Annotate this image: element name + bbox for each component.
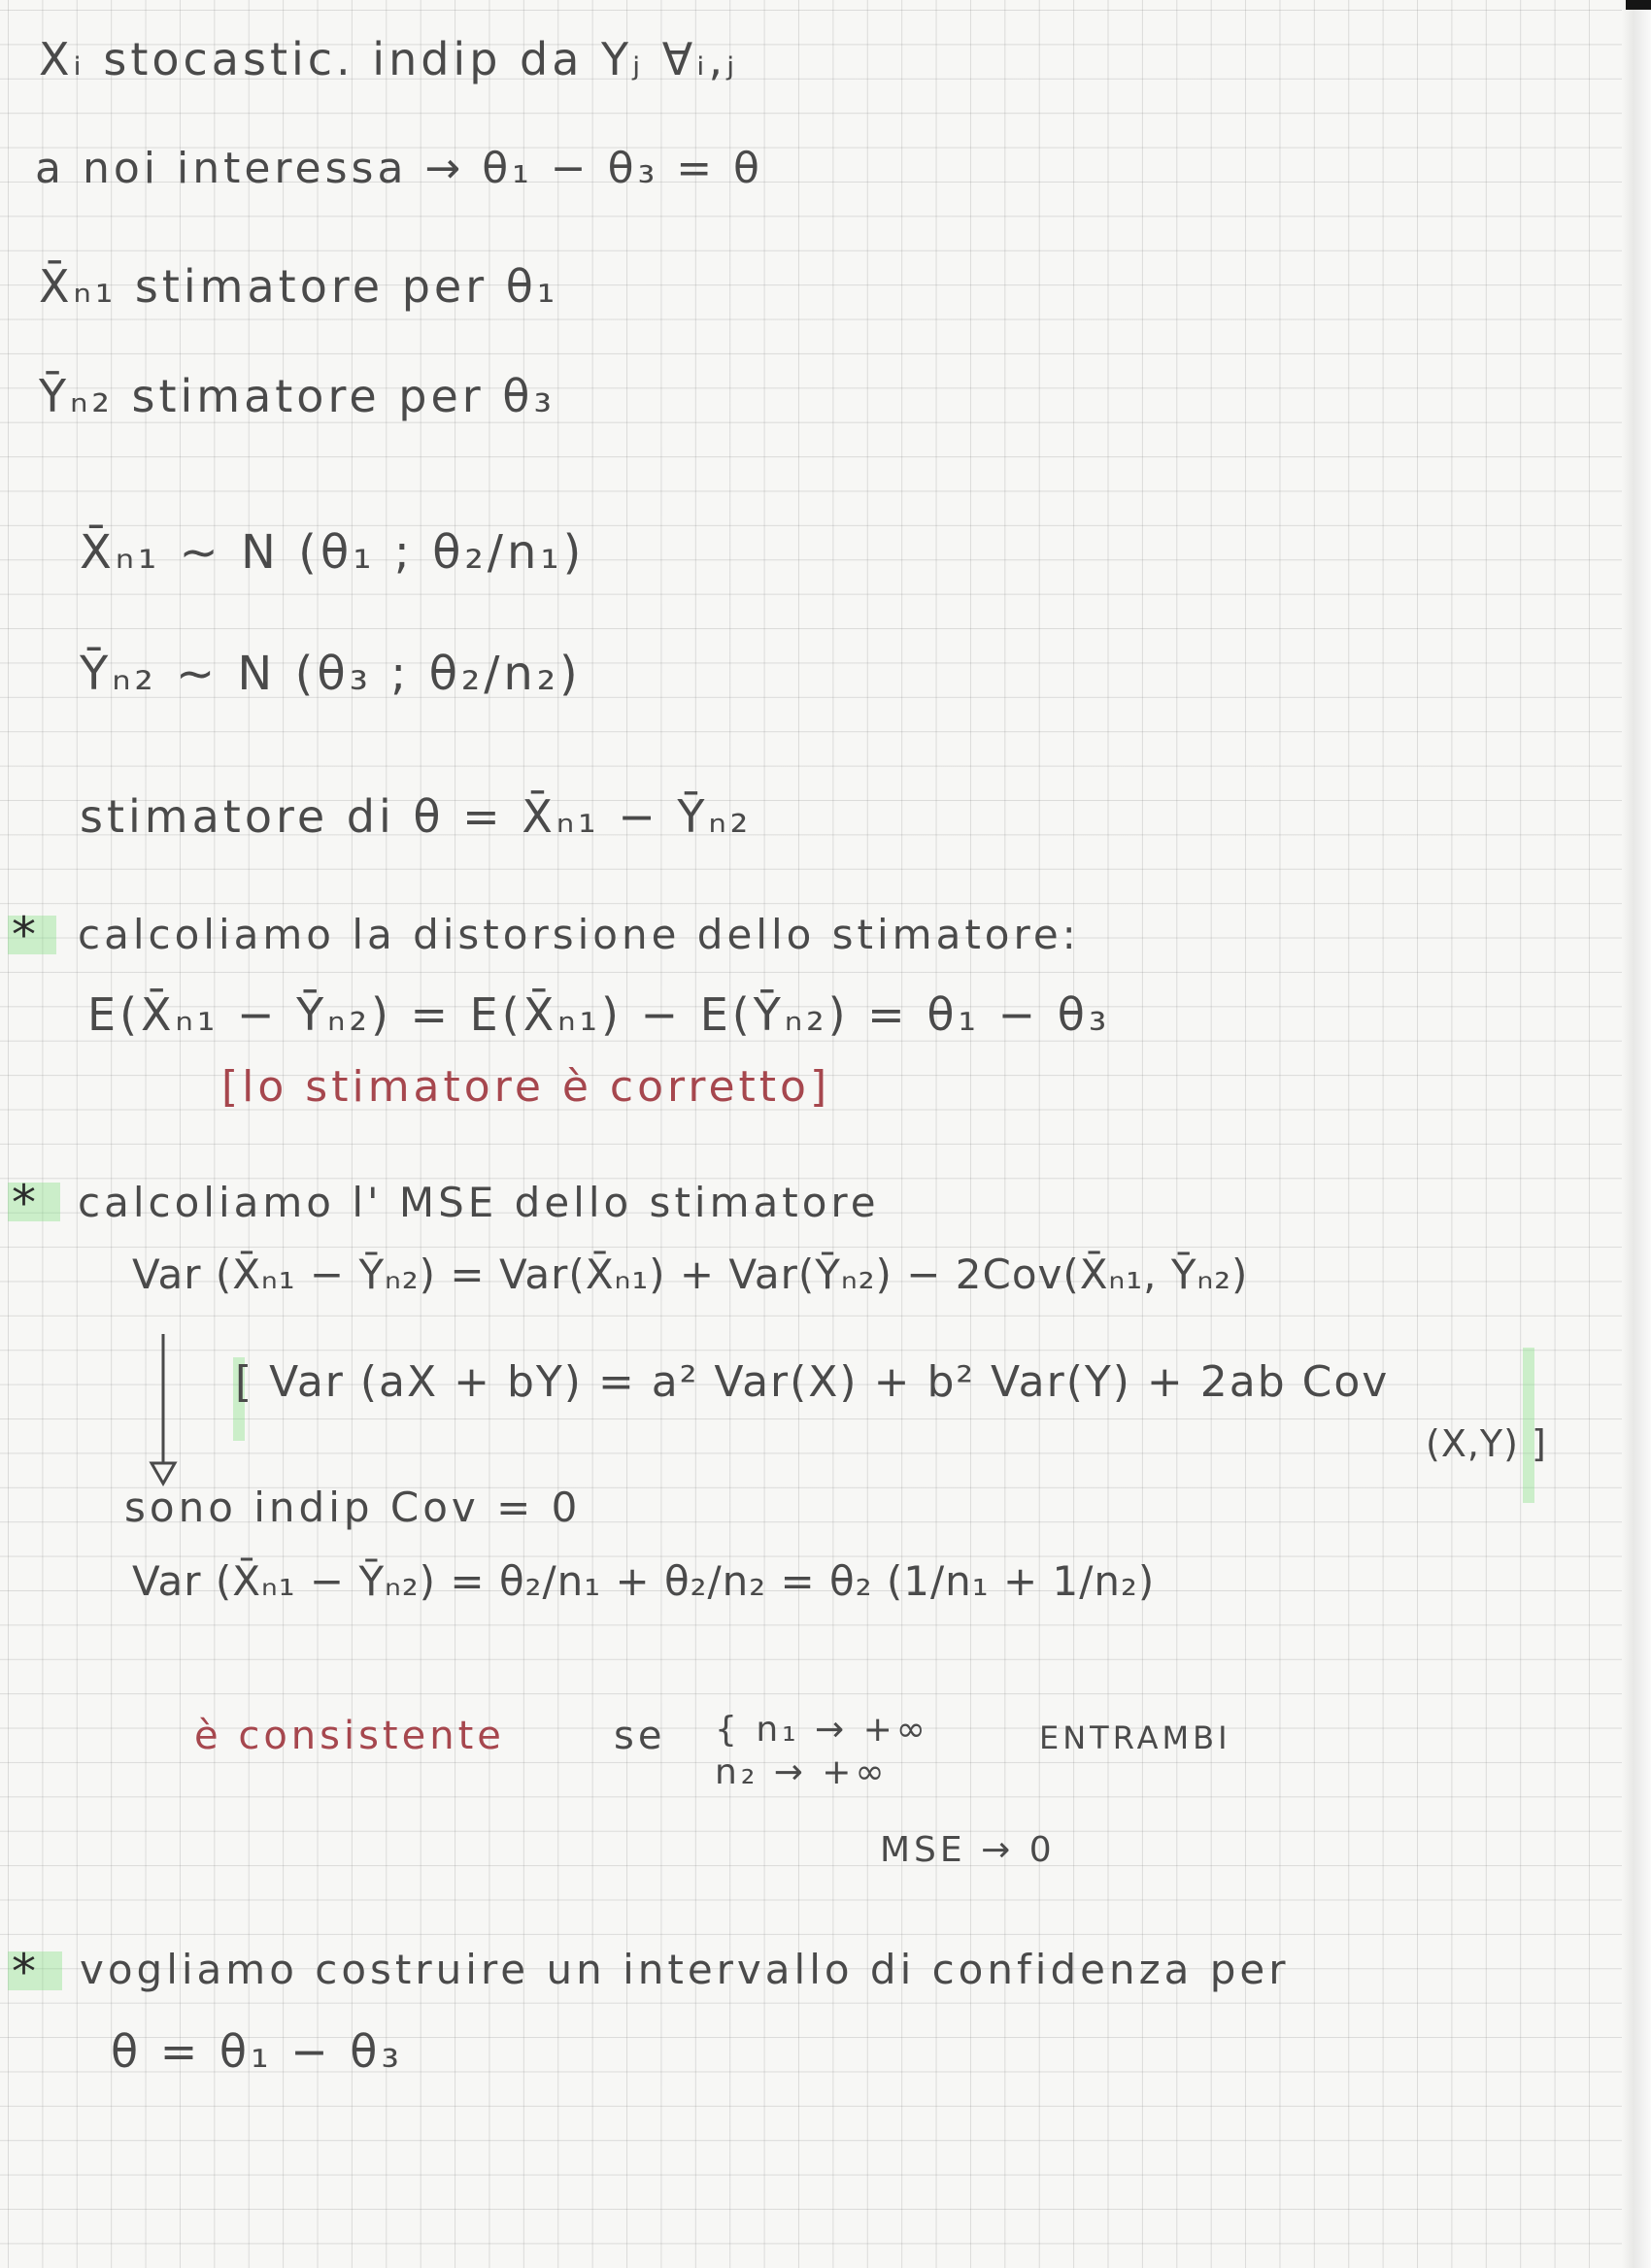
line-bias-title: calcoliamo la distorsione dello stimatore:: [78, 911, 1080, 958]
line-bias-formula: E(X̄ₙ₁ − Ȳₙ₂) = E(X̄ₙ₁) − E(Ȳₙ₂) = θ₁ − θ₃: [87, 988, 1111, 1041]
page-corner: [1626, 0, 1651, 10]
line-mse-title: calcoliamo l' MSE dello stimatore: [78, 1179, 880, 1226]
line-mse-zero: MSE → 0: [880, 1830, 1056, 1870]
line-consistent: è consistente: [194, 1714, 505, 1758]
line-ci-target: θ = θ₁ − θ₃: [111, 2025, 403, 2078]
line-condition-n1: { n₁ → +∞: [715, 1710, 929, 1750]
line-interest: a noi interessa → θ₁ − θ₃ = θ: [35, 144, 763, 193]
star-marker-1: *: [12, 907, 36, 963]
line-variance-result: Var (X̄ₙ₁ − Ȳₙ₂) = θ₂/n₁ + θ₂/n₂ = θ₂ (1/n₁ + 1/n₂): [132, 1557, 1156, 1605]
line-ci-title: vogliamo costruire un intervallo di confidenza per: [80, 1946, 1290, 1993]
line-unbiased-note: [lo stimatore è corretto]: [221, 1062, 831, 1112]
arrow-down-icon: [144, 1332, 186, 1487]
line-distribution-x: X̄ₙ₁ ~ N (θ₁ ; θ₂/n₁): [80, 525, 586, 580]
line-independent-cov: sono indip Cov = 0: [124, 1484, 582, 1531]
line-distribution-y: Ȳₙ₂ ~ N (θ₃ ; θ₂/n₂): [80, 647, 582, 701]
line-estimator-theta: stimatore di θ = X̄ₙ₁ − Ȳₙ₂: [80, 790, 753, 843]
line-variance-expansion: Var (X̄ₙ₁ − Ȳₙ₂) = Var(X̄ₙ₁) + Var(Ȳₙ₂) − 2Cov(X̄ₙ₁, Ȳₙ₂): [132, 1251, 1249, 1298]
line-independence: Xᵢ stocastic. indip da Yⱼ ∀ᵢ,ⱼ: [39, 33, 739, 85]
line-variance-rule-cont: (X,Y) ]: [1426, 1422, 1547, 1465]
star-marker-3: *: [12, 1944, 36, 2000]
line-variance-rule: [ Var (aX + bY) = a² Var(X) + b² Var(Y) + 2ab Cov: [235, 1357, 1390, 1407]
line-if: se: [614, 1714, 666, 1758]
line-estimator-x: X̄ₙ₁ stimatore per θ₁: [39, 260, 559, 313]
line-estimator-y: Ȳₙ₂ stimatore per θ₃: [39, 370, 556, 422]
star-marker-2: *: [12, 1175, 36, 1231]
line-both: ENTRAMBI: [1039, 1719, 1231, 1756]
page-edge: [1622, 0, 1651, 2268]
line-condition-n2: n₂ → +∞: [715, 1752, 889, 1792]
